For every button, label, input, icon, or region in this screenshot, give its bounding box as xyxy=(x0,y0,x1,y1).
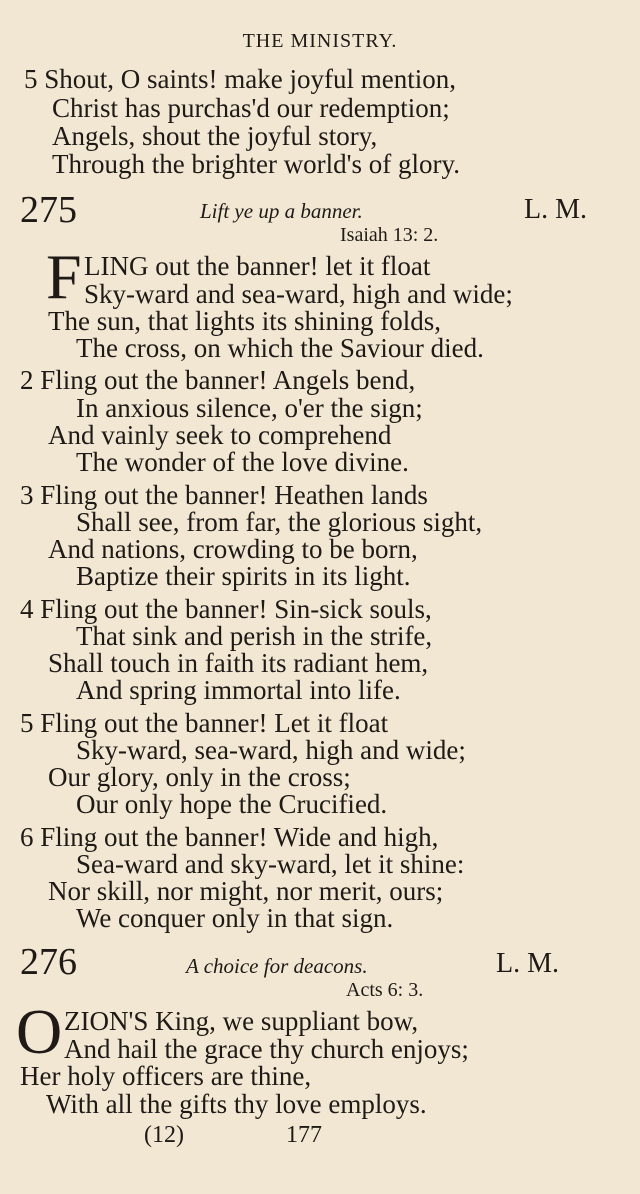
hymn-276-reference: Acts 6: 3. xyxy=(346,979,424,1001)
hymn-275-s1-line-2: Sky-ward and sea-ward, high and wide; xyxy=(84,279,513,309)
hymn-275-s6-line-2: Sea-ward and sky-ward, let it shine: xyxy=(76,849,465,879)
prev-stanza-line-2: Christ has purchas'd our redemption; xyxy=(52,93,450,123)
hymn-275-reference: Isaiah 13: 2. xyxy=(340,224,439,246)
hymn-275-s1-line-4: The cross, on which the Saviour died. xyxy=(76,333,484,363)
hymn-275-s5-line-3: Our glory, only in the cross; xyxy=(48,762,351,792)
hymn-275-s3-line-3: And nations, crowding to be born, xyxy=(48,534,418,564)
hymn-275-s1-line-3: The sun, that lights its shining folds, xyxy=(48,306,442,336)
hymn-275-s2-line-3: And vainly seek to comprehend xyxy=(48,420,392,450)
hymn-275-s5-line-1: 5 Fling out the banner! Let it float xyxy=(20,708,389,738)
hymn-275-s6-line-1: 6 Fling out the banner! Wide and high, xyxy=(20,822,439,852)
hymn-276-s1-line-1: ZION'S King, we suppliant bow, xyxy=(64,1006,419,1036)
hymn-275-number: 275 xyxy=(20,189,77,231)
page-number: 177 xyxy=(286,1122,322,1148)
hymn-275-dropcap: F xyxy=(46,241,82,312)
hymn-275-s5-line-2: Sky-ward, sea-ward, high and wide; xyxy=(76,735,466,765)
hymn-275-s2-line-4: The wonder of the love divine. xyxy=(76,447,409,477)
hymn-275-s5-line-4: Our only hope the Crucified. xyxy=(76,789,388,819)
prev-stanza-line-4: Through the brighter world's of glory. xyxy=(52,149,461,179)
hymn-276-title: A choice for deacons. xyxy=(186,954,368,978)
running-header: THE MINISTRY. xyxy=(242,30,398,52)
hymn-275-s3-line-2: Shall see, from far, the glorious sight, xyxy=(76,507,483,537)
hymn-275-s6-line-4: We conquer only in that sign. xyxy=(76,903,394,933)
hymn-275-s4-line-1: 4 Fling out the banner! Sin-sick souls, xyxy=(20,594,432,624)
hymn-275-s3-line-1: 3 Fling out the banner! Heathen lands xyxy=(20,480,428,510)
prev-stanza-line-1: 5 Shout, O saints! make joyful mention, xyxy=(24,64,456,94)
hymn-276-dropcap: O xyxy=(16,996,63,1067)
hymn-275-s2-line-2: In anxious silence, o'er the sign; xyxy=(76,393,423,423)
prev-stanza-line-3: Angels, shout the joyful story, xyxy=(52,121,378,151)
signature-mark: (12) xyxy=(144,1122,184,1148)
hymn-275-s1-line-1: LING out the banner! let it float xyxy=(84,251,431,281)
hymn-276-s1-line-3: Her holy officers are thine, xyxy=(20,1061,312,1091)
hymn-275-s3-line-4: Baptize their spirits in its light. xyxy=(76,561,411,591)
hymn-276-number: 276 xyxy=(20,941,77,983)
hymn-275-s4-line-2: That sink and perish in the strife, xyxy=(76,621,433,651)
hymn-275-s4-line-4: And spring immortal into life. xyxy=(76,675,401,705)
hymn-275-title: Lift ye up a banner. xyxy=(200,199,363,223)
hymn-275-s6-line-3: Nor skill, nor might, nor merit, ours; xyxy=(48,876,444,906)
hymn-275-s2-line-1: 2 Fling out the banner! Angels bend, xyxy=(20,365,416,395)
hymn-275-s4-line-3: Shall touch in faith its radiant hem, xyxy=(48,648,429,678)
hymn-276-s1-line-4: With all the gifts thy love employs. xyxy=(46,1089,427,1119)
hymn-276-meter: L. M. xyxy=(496,948,559,979)
hymn-275-meter: L. M. xyxy=(524,194,587,225)
hymn-276-s1-line-2: And hail the grace thy church enjoys; xyxy=(64,1034,469,1064)
